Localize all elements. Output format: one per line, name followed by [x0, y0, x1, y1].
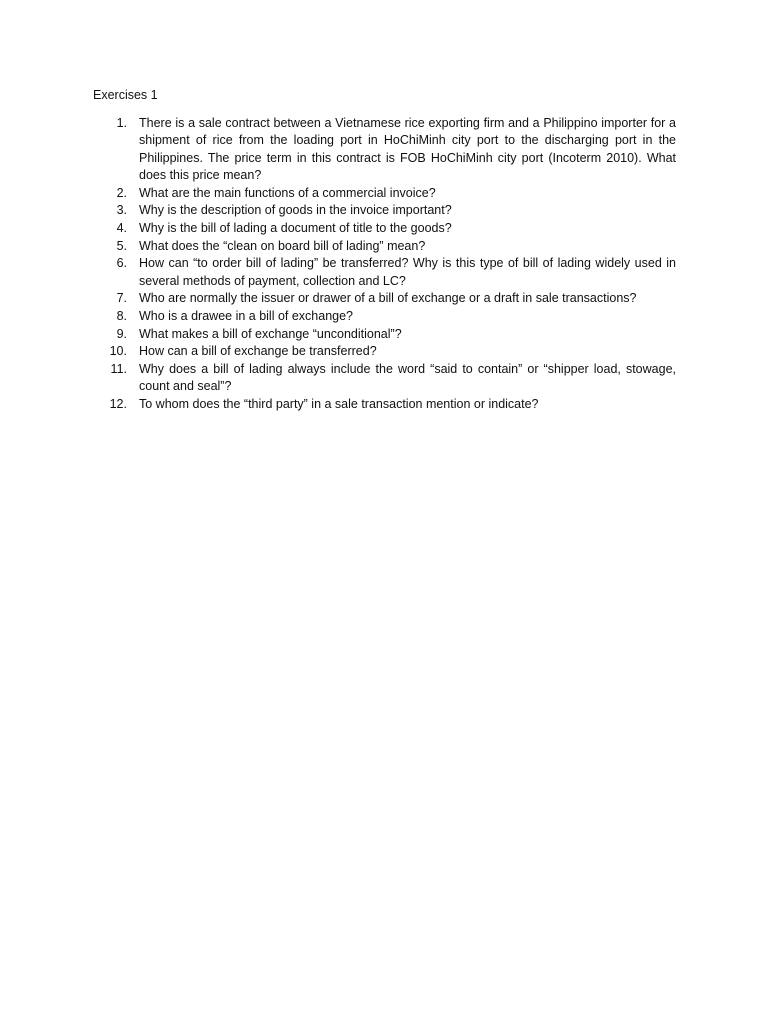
item-number: 7. — [116, 291, 127, 306]
page-title: Exercises 1 — [93, 88, 158, 102]
list-item — [93, 308, 676, 326]
item-text: Who is a drawee in a bill of exchange? — [139, 309, 354, 324]
exercise-list — [93, 115, 676, 414]
list-item — [93, 238, 676, 256]
item-text: How can “to order bill of lading” be transferred? Why is this type of bill of lading widely used in several methods of payment, collection and LC? — [139, 256, 676, 288]
item-number: 5. — [116, 238, 127, 253]
item-number: 4. — [116, 221, 127, 236]
item-number: 8. — [116, 309, 127, 324]
list-item — [93, 361, 676, 396]
item-text: To whom does the “third party” in a sale transaction mention or indicate? — [139, 397, 539, 411]
item-number: 2. — [116, 185, 127, 200]
list-item — [93, 290, 676, 308]
item-number: 3. — [116, 203, 127, 218]
list-item — [93, 255, 676, 290]
item-number: 10. — [109, 344, 127, 359]
item-text: Why does a bill of lading always include the word “said to contain” or “shipper load, stowage, count and seal”? — [139, 361, 676, 394]
list-item — [93, 115, 676, 185]
item-text: Why is the description of goods in the invoice important? — [139, 203, 452, 218]
item-text: Why is the bill of lading a document of title to the goods? — [139, 221, 452, 236]
list-item — [93, 185, 676, 203]
item-text: Who are normally the issuer or drawer of a bill of exchange or a draft in sale transactions? — [139, 291, 637, 306]
list-item — [93, 202, 676, 220]
list-item — [93, 326, 676, 344]
item-text: What are the main functions of a commercial invoice? — [139, 185, 436, 200]
list-item — [93, 343, 676, 361]
item-number: 12. — [109, 397, 127, 411]
item-number: 11. — [110, 361, 127, 376]
list-item — [93, 396, 676, 414]
item-text: What makes a bill of exchange “unconditional”? — [139, 326, 402, 341]
item-number: 6. — [116, 256, 127, 271]
item-number: 9. — [116, 326, 127, 341]
item-text: There is a sale contract between a Vietnamese rice exporting firm and a Philippino importer for a shipment of rice from the loading port in HoChiMinh city port to the discharging port in the Philippines. The price term in this contract is FOB HoChiMinh city port (Incoterm 2010). What does this price mean? — [139, 115, 676, 183]
item-text: What does the “clean on board bill of lading” mean? — [139, 238, 426, 253]
item-number: 1. — [116, 115, 127, 130]
item-text: How can a bill of exchange be transferred? — [139, 344, 377, 359]
list-item — [93, 220, 676, 238]
